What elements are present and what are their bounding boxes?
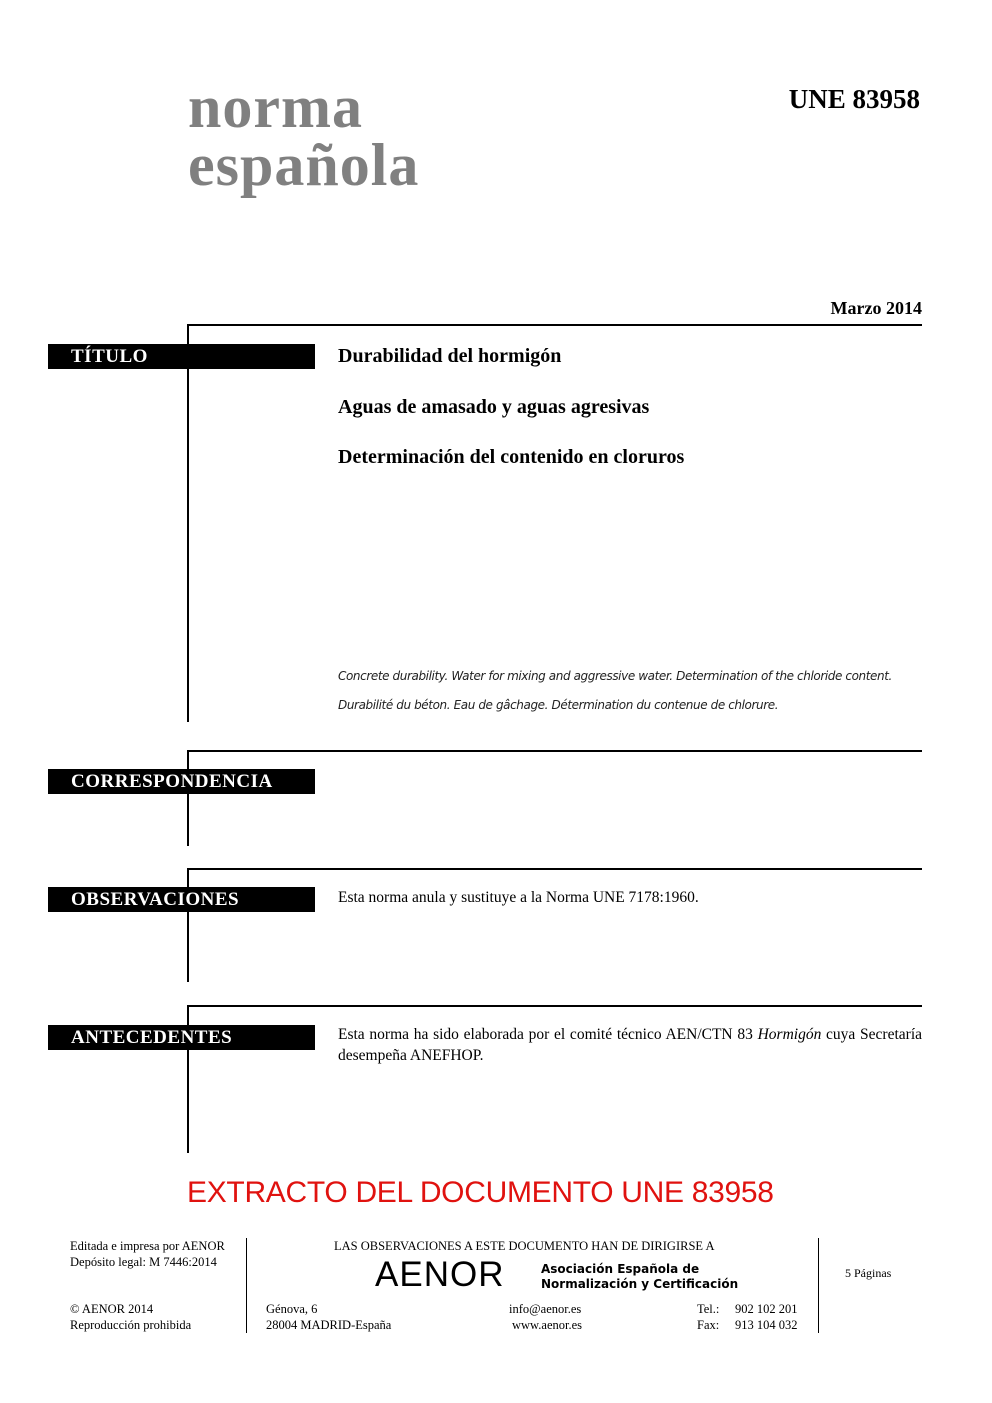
- org-name-line-2: Normalización y Certificación: [541, 1277, 739, 1291]
- fax-label: Fax:: [697, 1318, 720, 1332]
- section-vertical-titulo: [187, 324, 189, 722]
- section-divider-correspondencia: [187, 750, 922, 752]
- french-title: Durabilité du béton. Eau de gâchage. Détermination du contenue de chlorure.: [338, 698, 779, 712]
- footer-address: [266, 1301, 391, 1333]
- publication-date: Marzo 2014: [830, 298, 922, 318]
- section-label-titulo: TÍTULO: [48, 344, 315, 369]
- section-vertical-correspondencia: [187, 750, 189, 846]
- email-link[interactable]: info@aenor.es: [509, 1302, 582, 1316]
- english-title: Concrete durability. Water for mixing and aggressive water. Determination of the chloride content.: [338, 669, 892, 683]
- section-label-observaciones: OBSERVACIONES: [48, 887, 315, 912]
- committee-name: Hormigón: [757, 1026, 822, 1043]
- section-label-antecedentes: ANTECEDENTES: [48, 1025, 315, 1050]
- section-label-correspondencia: CORRESPONDENCIA: [48, 769, 315, 794]
- website-link[interactable]: www.aenor.es: [512, 1318, 583, 1332]
- antecedentes-text: [338, 1024, 922, 1066]
- reproduction-notice: Reproducción prohibida: [70, 1318, 192, 1332]
- footer-divider-left: [246, 1238, 247, 1333]
- legal-deposit: Depósito legal: M 7446:2014: [70, 1255, 217, 1269]
- extract-watermark: EXTRACTO DEL DOCUMENTO UNE 83958: [187, 1176, 774, 1209]
- footer-copyright: [70, 1301, 191, 1333]
- tel-label: Tel.:: [697, 1302, 720, 1316]
- brand-title: [188, 74, 420, 198]
- section-divider-titulo: [187, 324, 922, 326]
- document-number: UNE 83958: [788, 84, 920, 114]
- footer-divider-right: [818, 1238, 819, 1333]
- fax-number: 913 104 032: [735, 1318, 798, 1332]
- section-divider-antecedentes: [187, 1005, 922, 1007]
- observations-notice: LAS OBSERVACIONES A ESTE DOCUMENTO HAN DE DIRIGIRSE A: [334, 1239, 715, 1253]
- footer-phone-numbers: [735, 1301, 798, 1333]
- section-divider-observaciones: [187, 868, 922, 870]
- address-line-2: 28004 MADRID-España: [266, 1318, 392, 1332]
- aenor-logo: AENOR: [375, 1255, 505, 1294]
- brand-line-1: norma: [188, 74, 363, 140]
- org-name-line-1: Asociación Española de: [541, 1262, 700, 1276]
- aenor-organization-name: [541, 1262, 738, 1292]
- edited-by: Editada e impresa por AENOR: [70, 1239, 225, 1253]
- antecedentes-text-end: cuya Secretaría desempeña ANEFHOP.: [338, 1026, 922, 1064]
- footer-contact: [509, 1301, 582, 1333]
- observaciones-text: Esta norma anula y sustituye a la Norma UNE 7178:1960.: [338, 889, 699, 906]
- tel-number: 902 102 201: [735, 1302, 798, 1316]
- section-vertical-observaciones: [187, 868, 189, 982]
- address-line-1: Génova, 6: [266, 1302, 318, 1316]
- footer-publisher: [70, 1238, 225, 1270]
- brand-line-2: española: [188, 132, 420, 198]
- antecedentes-text-start: Esta norma ha sido elaborada por el comité técnico AEN/CTN 83: [338, 1026, 758, 1043]
- footer-phone-labels: [697, 1301, 719, 1333]
- title-line-3: Determinación del contenido en cloruros: [338, 446, 685, 468]
- page-count: 5 Páginas: [845, 1266, 892, 1280]
- title-line-1: Durabilidad del hormigón: [338, 345, 562, 367]
- copyright: © AENOR 2014: [70, 1302, 154, 1316]
- title-line-2: Aguas de amasado y aguas agresivas: [338, 396, 650, 418]
